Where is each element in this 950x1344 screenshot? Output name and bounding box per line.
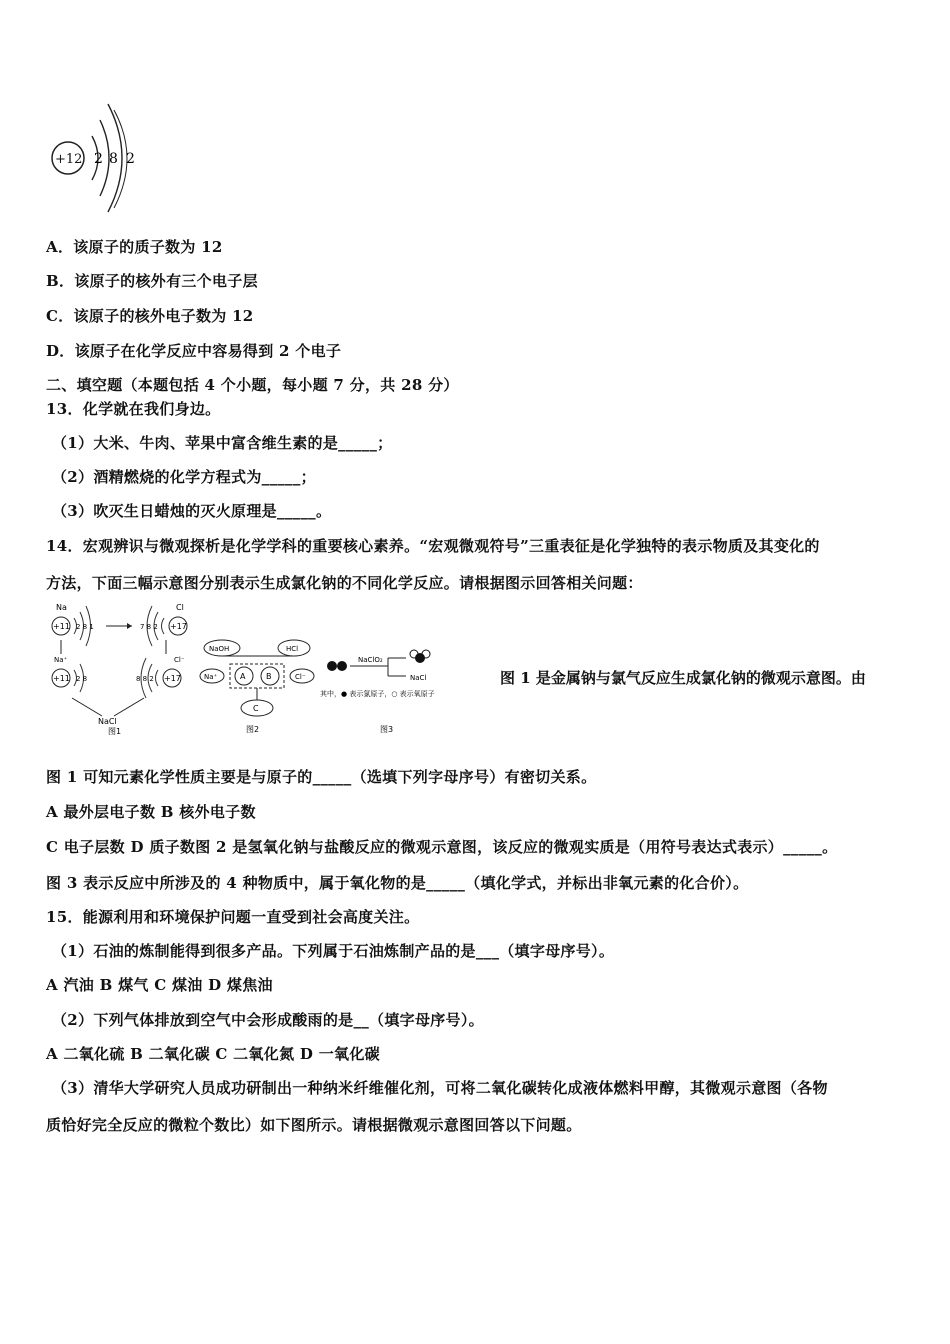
- fig1-na-nucleus-label: +11: [53, 622, 70, 631]
- q15-part2: （2）下列气体排放到空气中会形成酸雨的是__（填字母序号）。: [52, 1011, 484, 1029]
- fig1-arrowhead-right: [127, 623, 132, 629]
- fig2-b: B: [266, 672, 272, 681]
- shell-count-3: 2: [126, 151, 135, 167]
- q15-part3-line1: （3）清华大学研究人员成功研制出一种纳米纤维催化剂，可将二氧化碳转化成液体燃料甲醇，其微观示意图（各物: [52, 1079, 828, 1097]
- q14-line6: 图 3 表示反应中所涉及的 4 种物质中，属于氧化物的是_____（填化学式，并标出非氧元素的化合价）。: [46, 874, 749, 892]
- q15-part1-options: A 汽油 B 煤气 C 煤油 D 煤焦油: [46, 976, 273, 994]
- fig3-nacl: NaCl: [410, 674, 427, 682]
- q14-line5: C 电子层数 D 质子数图 2 是氢氧化钠与盐酸反应的微观示意图，该反应的微观实质是（用符号表达式表示）_____。: [46, 838, 838, 856]
- fig1-na-label: Na: [56, 603, 67, 612]
- fig1-cl-nucleus-label: +17: [170, 622, 187, 631]
- fig3-legend: 其中，● 表示氯原子，○ 表示氧原子: [320, 690, 435, 698]
- q15-part1: （1）石油的炼制能得到很多产品。下列属于石油炼制产品的是___（填字母序号）。: [52, 942, 615, 960]
- fig1-cl-ion-shells: 8 8 2: [136, 675, 154, 683]
- fig3-naclo2: NaClO₂: [358, 656, 383, 664]
- q15-stem: 15．能源利用和环境保护问题一直受到社会高度关注。: [46, 908, 420, 926]
- fig1-caption: 图1: [108, 727, 122, 736]
- fig1-na-ion-label: Na⁺: [54, 656, 68, 664]
- fig2-caption: 图2: [246, 725, 260, 734]
- shell-count-2: 8: [109, 151, 118, 167]
- q14-line4: A 最外层电子数 B 核外电子数: [46, 803, 256, 821]
- atom-structure-diagram: [44, 96, 144, 216]
- option-c: C．该原子的核外电子数为 12: [46, 307, 254, 325]
- figure-3: [320, 650, 435, 734]
- figure-1: [52, 603, 187, 736]
- fig1-na-shells: 2 8 1: [76, 623, 94, 631]
- nucleus-label: +12: [55, 152, 83, 167]
- q14-figure-inline-caption: 图 1 是金属钠与氯气反应生成氯化钠的微观示意图。由: [500, 669, 866, 687]
- q14-line3: 图 1 可知元素化学性质主要是与原子的_____（选填下列字母序号）有密切关系。: [46, 768, 597, 786]
- fig1-na-ion-nucleus-label: +11: [53, 674, 70, 683]
- q15-part3-line2: 质恰好完全反应的微粒个数比）如下图所示。请根据微观示意图回答以下问题。: [46, 1116, 582, 1134]
- fig2-hcl: HCl: [286, 645, 299, 653]
- fig2-naoh: NaOH: [209, 645, 230, 653]
- fig1-na-ion-shells: 2 8: [76, 675, 88, 683]
- shell-count-1: 2: [94, 151, 103, 167]
- option-d: D．该原子在化学反应中容易得到 2 个电子: [46, 342, 342, 360]
- q14-figures: [44, 600, 499, 740]
- fig1-cl-ion-nucleus-label: +17: [164, 674, 181, 683]
- fig2-na: Na⁺: [204, 673, 218, 681]
- fig2-dashed-box: [230, 664, 284, 688]
- q14-stem-line1: 14．宏观辨识与微观探析是化学学科的重要核心素养。“宏观微观符号”三重表征是化学独特的表示物质及其变化的: [46, 537, 820, 555]
- q13-part2: （2）酒精燃烧的化学方程式为_____；: [52, 468, 316, 486]
- fig3-cl-atom-1: [327, 661, 337, 671]
- fig1-cl-label: Cl: [176, 603, 184, 612]
- fig1-cl-shells: 7 8 2: [140, 623, 158, 631]
- fig3-clo2-cl: [415, 653, 425, 663]
- option-a: A．该原子的质子数为 12: [46, 238, 223, 256]
- figure-2: [200, 640, 314, 734]
- q15-part2-options: A 二氧化硫 B 二氧化碳 C 二氧化氮 D 一氧化碳: [46, 1045, 380, 1063]
- fig2-cl: Cl⁻: [295, 673, 306, 681]
- fig1-product: NaCl: [98, 717, 117, 726]
- fig3-caption: 图3: [380, 725, 394, 734]
- q13-part3: （3）吹灭生日蜡烛的灭火原理是_____。: [52, 502, 332, 520]
- fig1-arrow-to-nacl-left: [72, 698, 102, 716]
- q13-stem: 13．化学就在我们身边。: [46, 400, 221, 418]
- option-b: B．该原子的核外有三个电子层: [46, 272, 258, 290]
- fig3-clo2-o2: [422, 650, 430, 658]
- fig2-a: A: [240, 672, 246, 681]
- fig1-arrow-to-nacl-right: [114, 698, 144, 716]
- fig1-cl-ion-label: Cl⁻: [174, 656, 185, 664]
- section-title: 二、填空题（本题包括 4 个小题，每小题 7 分，共 28 分）: [46, 376, 459, 394]
- q13-part1: （1）大米、牛肉、苹果中富含维生素的是_____；: [52, 434, 393, 452]
- q14-stem-line2: 方法，下面三幅示意图分别表示生成氯化钠的不同化学反应。请根据图示回答相关问题：: [46, 574, 643, 592]
- fig2-c: C: [253, 704, 259, 713]
- fig3-cl-atom-2: [337, 661, 347, 671]
